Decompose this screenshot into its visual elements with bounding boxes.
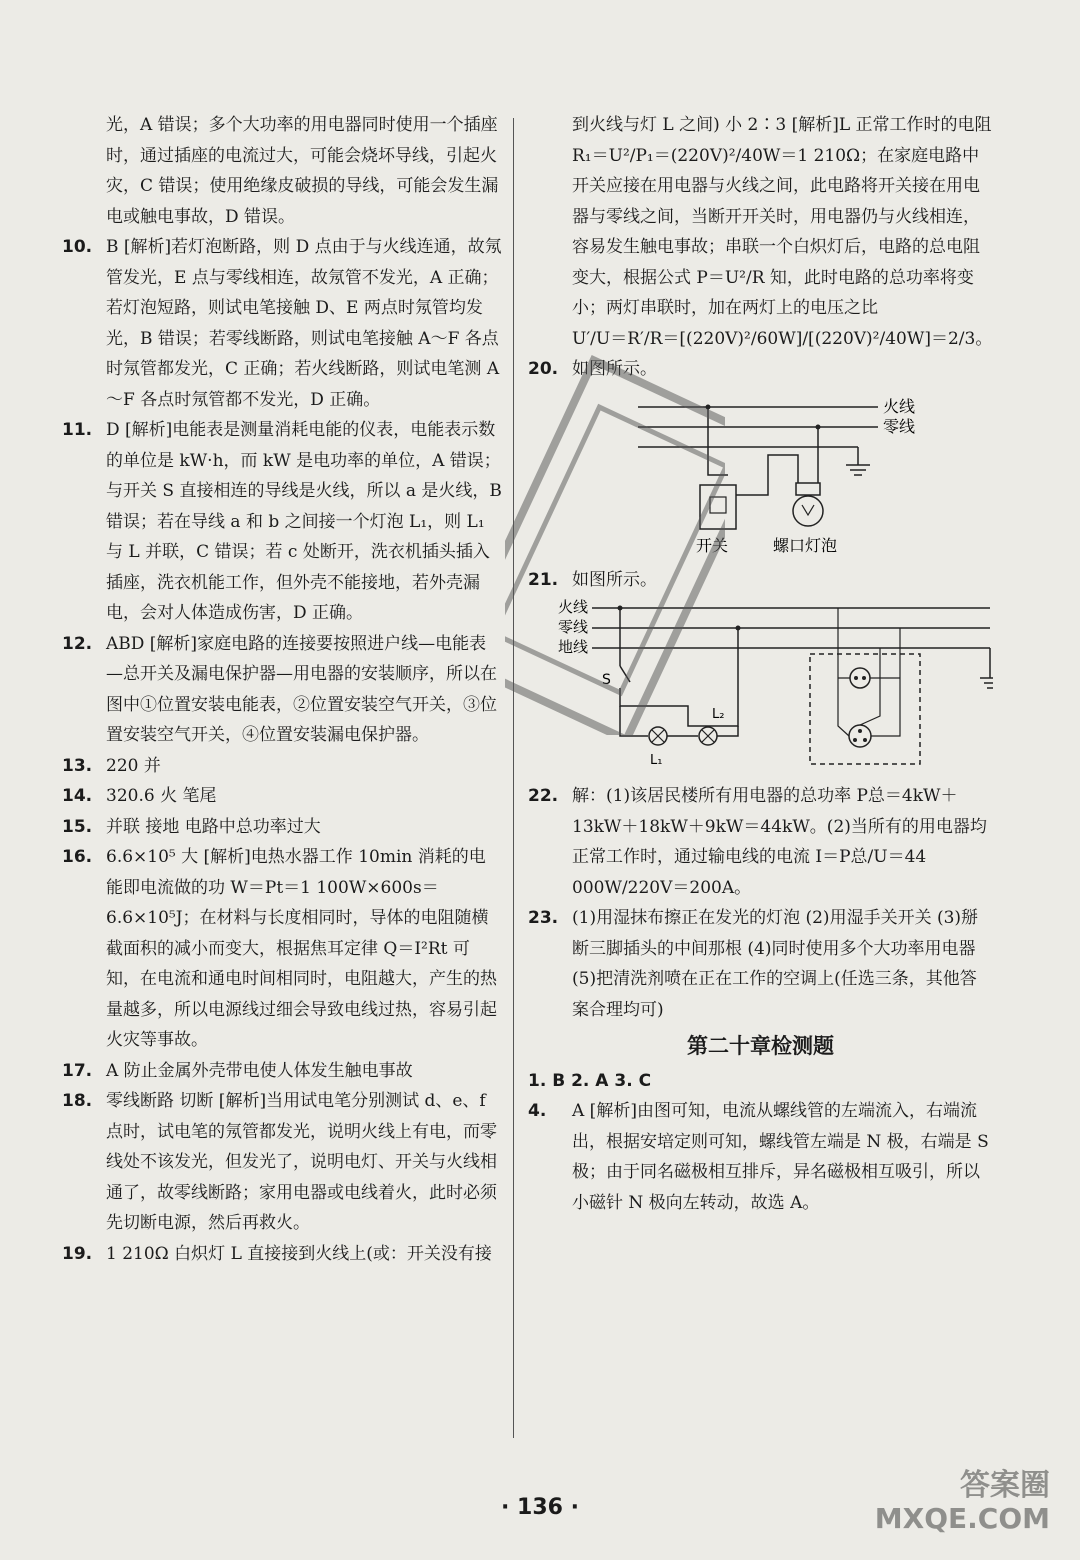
answer-15: 15. 并联 接地 电路中总功率过大 xyxy=(62,816,321,837)
three-pin-socket-icon xyxy=(849,725,871,747)
socket-box xyxy=(810,654,920,764)
ground-symbol-icon xyxy=(846,465,870,475)
answer-10: 10. B [解析]若灯泡断路，则 D 点由于与火线连通，故氖管发光，E 点与零线相连，故氖管不发光，A 正确；若灯泡短路，则试电笔接触 D、E 两点时氖管均发光，B 错误；若零线断路，则试电笔接触 A～F 各点时氖管都发光，C 正确；若火线断路，则试电笔测 A～F 各点时氖管都不发光，D 正确。 xyxy=(62,237,502,410)
answer-22: 22. 解：(1)该居民楼所有用电器的总功率 P总＝4kW＋13kW＋18kW＋9kW＝44kW。(2)当所有的用电器均正常工作时，通过输电线的电流 I＝P总/U＝44 000W/220V＝200A。 xyxy=(528,786,987,898)
screw-bulb-icon xyxy=(793,483,823,526)
ground-symbol-icon xyxy=(980,648,993,688)
bulb-label: 螺口灯泡 xyxy=(773,535,838,555)
answer-16: 16. 6.6×10⁵ 大 [解析]电热水器工作 10min 消耗的电能即电流做的功 W＝Pt＝1 100W×600s＝6.6×10⁵J；在材料与长度相同时，导体的电阻随横截面积的减小而变大，根据焦耳定律 Q＝I²Rt 可知，在电流和通电时间相同时，电阻越大，产生的热量越多，所以电源线过细会导致电线过热，容易引起火灾等事故。 xyxy=(62,847,497,1050)
watermark-url: MXQE.COM xyxy=(874,1502,1050,1535)
answer-21: 21. 如图所示。 xyxy=(528,570,657,590)
answer-17: 17. A 防止金属外壳带电使人体发生触电事故 xyxy=(62,1060,413,1081)
answers-1-3: 1. B 2. A 3. C xyxy=(528,1070,652,1091)
left-column xyxy=(62,110,502,1269)
live-wire-label: 火线 xyxy=(558,597,589,616)
live-wire-label: 火线 xyxy=(883,396,916,416)
answer-23: 23. (1)用湿抹布擦正在发光的灯泡 (2)用湿手关开关 (3)掰断三脚插头的中间那根 (4)同时使用多个大功率用电器 (5)把清洗剂喷在正在工作的空调上(任选三条，其他答案合理均可) xyxy=(528,908,979,1020)
answer-20: 20. 如图所示。 xyxy=(528,359,657,379)
lamp-l2-label: L₂ xyxy=(712,706,725,722)
answer-19: 19. 1 210Ω 白炽灯 L 直接接到火线上(或：开关没有接 xyxy=(62,1243,492,1264)
socket-ground-lead xyxy=(860,648,880,725)
ground-wire-label: 地线 xyxy=(558,637,589,656)
column-divider xyxy=(513,118,514,1438)
lamp-lead xyxy=(736,455,798,495)
lamp-l1-label: L₁ xyxy=(650,752,663,768)
page-number: · 136 · xyxy=(501,1495,579,1520)
answer-12: 12. ABD [解析]家庭电路的连接要按照进户线—电能表—总开关及漏电保护器—用电器的安装顺序，所以在图中①位置安装电能表，②位置安装空气开关，③位置安装空气开关，④位置安装漏电保护器。 xyxy=(62,633,497,745)
stamp-watermark-icon xyxy=(505,355,725,735)
two-pin-socket-icon xyxy=(850,668,870,688)
neutral-wire-label: 零线 xyxy=(883,416,916,436)
answer-11: 11. D [解析]电能表是测量消耗电能的仪表，电能表示数的单位是 kW·h，而 kW 是电功率的单位，A 错误；与开关 S 直接相连的导线是火线，所以 a 是火线，B 错误；若在导线 a 和 b 之间接一个灯泡 L₁，则 L₁ 与 L 并联，C 错误；若 c 处断开，洗衣机插头插入插座，洗衣机能工作，但外壳不能接地，若外壳漏电，会对人体造成伤害，D 正确。 xyxy=(62,420,502,623)
socket-live-lead xyxy=(838,608,849,736)
socket-neutral-lead xyxy=(871,628,900,736)
watermark-logo: 答案圈 xyxy=(960,1468,1050,1503)
switch-s-label: S xyxy=(602,671,611,688)
chapter-heading: 第二十章检测题 xyxy=(687,1034,834,1058)
answer-ch20-4: 4. A [解析]由图可知，电流从螺线管的左端流入，右端流出，根据安培定则可知，螺线管左端是 N 极，右端是 S 极；由于同名磁极相互排斥，异名磁极相互吸引，所以小磁针 N 极向左转动，故选 A。 xyxy=(528,1101,989,1213)
neutral-wire-label: 零线 xyxy=(558,617,589,636)
answer-19-continued: 到火线与灯 L 之间) 小 2∶3 [解析]L 正常工作时的电阻 R₁＝U²/P₁＝(220V)²/40W＝1 210Ω；在家庭电路中开关应接在用电器与火线之间，此电路将开关接在用电器与零线之间，当断开开关时，用电器仍与火线相连，容易发生触电事故；串联一个白炽灯后，电路的总电阻变大，根据公式 P＝U²/R 知，此时电路的总功率将变小；两灯串联时，加在两灯上的电压之比 xyxy=(572,115,992,318)
answer-13: 13. 220 并 xyxy=(62,755,161,776)
switch-label: 开关 xyxy=(696,535,729,555)
answer-18: 18. 零线断路 切断 [解析]当用试电笔分别测试 d、e、f 点时，试电笔的氖管都发光，说明火线上有电，而零线处不该发光，但发光了，说明电灯、开关与火线相通了，故零线断路；家用电器或电线着火，此时必须先切断电源，然后再救火。 xyxy=(62,1091,497,1233)
answer-19-voltage-ratio: U′/U＝R′/R＝[(220V)²/60W]/[(220V)²/40W]＝2/3。 xyxy=(572,328,993,349)
answer-14: 14. 320.6 火 笔尾 xyxy=(62,786,217,806)
answer-9-continued: 光，A 错误；多个大功率的用电器同时使用一个插座时，通过插座的电流过大，可能会烧坏导线，引起火灾，C 错误；使用绝缘皮破损的导线，可能会发生漏电或触电事故，D 错误。 xyxy=(106,115,499,227)
